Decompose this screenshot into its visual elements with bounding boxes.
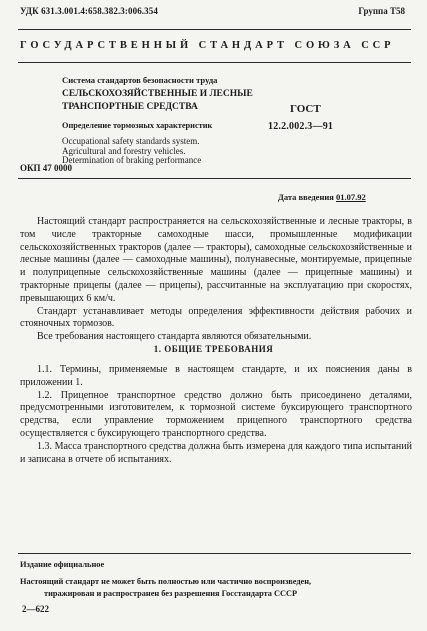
official-edition: Издание официальное (20, 560, 105, 569)
heading-rule (18, 62, 411, 63)
introduction-date-label: Дата введения (278, 192, 334, 202)
english-title (62, 137, 201, 166)
introduction-text (20, 216, 412, 344)
introduction-date (278, 192, 366, 202)
notice-line-2: тиражирован и распространен без разрешения Госстандарта СССР (44, 589, 298, 598)
clause-1-3: 1.3. Масса транспортного средства должна быть измерена для каждого типа испытаний и записана в отчете об испытаниях. (20, 440, 412, 465)
scope-paragraph: Настоящий стандарт распространяется на сельскохозяйственные и лесные тракторы, в том числе тракторные самоходные шасси, промышленные модификации сельскохозяйственных тракторов (далее — тракторы), самоходные сельскохозяйственные и лесные машины (далее — самоходные машины), полунавесные, монтируемые, прицепные и полуприцепные сельскохозяйственные машины (далее — прицепные машины) и тракторные прицепы (далее — прицепы), рассчитанные на эксплуатацию при скоростях, превышающих 6 км/ч. (20, 216, 412, 304)
section-1-text (20, 364, 412, 466)
mandatory-paragraph: Все требования настоящего стандарта являются обязательными. (37, 331, 312, 343)
state-standard-heading: ГОСУДАРСТВЕННЫЙ СТАНДАРТ СОЮЗА ССР (20, 40, 395, 51)
introduction-date-value: 01.07.92 (335, 192, 366, 202)
okp-code: ОКП 47 0000 (20, 163, 73, 173)
title-block-rule (18, 178, 411, 179)
copyright-notice (20, 576, 412, 600)
udk-code: УДК 631.3.001.4:658.382.3:006.354 (20, 6, 158, 16)
document-subtitle: Определение тормозных характеристик (62, 121, 213, 130)
title-line-2: ТРАНСПОРТНЫЕ СРЕДСТВА (62, 102, 198, 112)
group-code: Группа Т58 (358, 6, 405, 16)
section-heading: 1. ОБЩИЕ ТРЕБОВАНИЯ (153, 344, 274, 354)
clause-1-1: 1.1. Термины, применяемые в настоящем стандарте, и их пояснения даны в приложении 1. (20, 364, 412, 388)
clause-1-2: 1.2. Прицепное транспортное средство должно быть присоединено деталями, предусмотренными изготовителем, к тормозной системе буксирующего транспортного средства, если управление торможением прицепного транспортного средства осуществляется с буксирующего транспортного средства. (20, 389, 412, 439)
page-number: 2—622 (22, 604, 49, 614)
english-line-1: Occupational safety standards system. (62, 136, 200, 146)
english-line-3: Determination of braking performance (62, 155, 202, 165)
title-line-1: СЕЛЬСКОХОЗЯЙСТВЕННЫЕ И ЛЕСНЫЕ (62, 89, 253, 99)
top-rule (18, 29, 411, 30)
standards-series: Система стандартов безопасности труда (62, 75, 218, 85)
notice-line-1: Настоящий стандарт не может быть полностью или частично воспроизведен, (20, 577, 312, 586)
document-title (62, 88, 253, 114)
footer-rule (18, 553, 411, 554)
gost-label: ГОСТ (290, 103, 321, 115)
gost-number: 12.2.002.3—91 (268, 121, 334, 132)
methods-paragraph: Стандарт устанавливает методы определения эффективности действия рабочих и стояночных тормозов. (20, 305, 412, 330)
english-line-2: Agricultural and forestry vehicles. (62, 145, 186, 156)
